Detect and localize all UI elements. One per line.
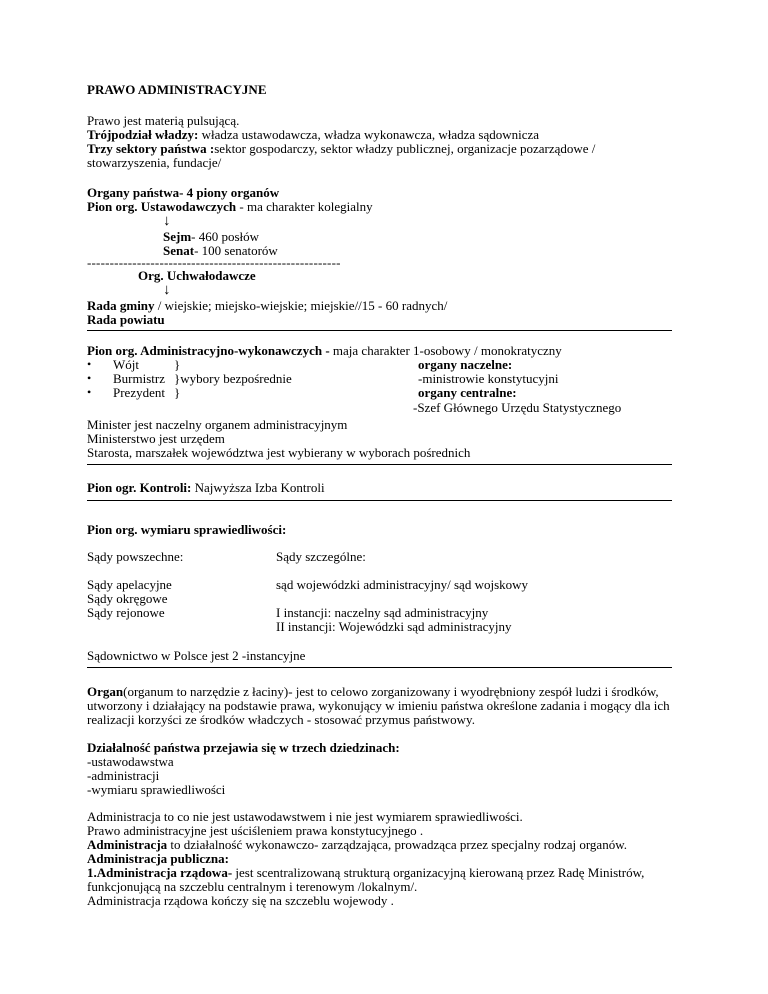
document-title: PRAWO ADMINISTRACYJNE	[87, 82, 267, 97]
rada-gminy-line	[87, 298, 447, 313]
administracja-rzadowa-line-2: funkcjonującą na szczeblu centralnym i terenowym /lokalnym/.	[87, 879, 418, 894]
sejm-line	[163, 229, 259, 244]
organ-definition-line-1	[87, 684, 659, 699]
pion-ustawodawczych-line	[87, 199, 373, 214]
sad-apelacyjny: Sądy apelacyjne	[87, 577, 172, 592]
rada-powiatu: Rada powiatu	[87, 312, 165, 327]
sektory-text: sektor gospodarczy, sektor władzy publicznej, organizacje pozarządowe /	[214, 141, 596, 156]
arrow-down-icon: ↓	[163, 213, 171, 229]
administracja-text: to działalność wykonawczo- zarządzająca, prowadząca przez specjalny rodzaj organów.	[167, 837, 627, 852]
kontroli-line	[87, 480, 325, 495]
sprawiedliwosci-heading: Pion org. wymiaru sprawiedliwości:	[87, 522, 287, 537]
dashed-separator: --------------------------------------------------------	[87, 255, 341, 270]
horizontal-rule	[87, 500, 672, 501]
kontroli-label: Pion ogr. Kontroli:	[87, 480, 192, 495]
organy-centralne-text: -Szef Głównego Urzędu Statystycznego	[413, 400, 622, 415]
rada-gminy-label: Rada gminy	[87, 298, 155, 313]
list-item-burmistrz-suffix: }wybory bezpośrednie	[174, 371, 292, 386]
administracja-rzadowa-label: 1.Administracja rządowa-	[87, 865, 233, 880]
wykonawcze-heading-text: maja charakter 1-osobowy / monokratyczny	[329, 343, 562, 358]
sektory-line	[87, 141, 595, 156]
horizontal-rule	[87, 330, 672, 331]
intro-line: Prawo jest materią pulsującą.	[87, 113, 240, 128]
sejm-text: - 460 posłów	[191, 229, 260, 244]
instancja-2-line: II instancji: Wojewódzki sąd administracyjny	[276, 619, 512, 634]
organ-definition-line-3: realizacji korzyści ze środków władczych - stosować przymus państwowy.	[87, 712, 475, 727]
wykonawcze-heading-label: Pion org. Administracyjno-wykonawczych -	[87, 343, 330, 358]
dzialalnosc-item: -administracji	[87, 768, 160, 783]
instancja-1-line: I instancji: naczelny sąd administracyjny	[276, 605, 489, 620]
horizontal-rule	[87, 667, 672, 668]
senat-text: - 100 senatorów	[194, 243, 278, 258]
sady-szczegolne-header: Sądy szczególne:	[276, 549, 366, 564]
kontroli-text: Najwyższa Izba Kontroli	[191, 480, 325, 495]
instancyjne-line: Sądownictwo w Polsce jest 2 -instancyjne	[87, 648, 306, 663]
organy-naczelne-label: organy naczelne:	[418, 357, 513, 372]
sektory-label: Trzy sektory państwa :	[87, 141, 215, 156]
trojpodzial-text: władza ustawodawcza, władza wykonawcza, władza sądownicza	[198, 127, 540, 142]
administracja-line-3	[87, 837, 627, 852]
administracja-rzadowa-line-1	[87, 865, 644, 880]
sejm-label: Sejm	[163, 229, 192, 244]
minister-line: Minister jest naczelny organem administracyjnym	[87, 417, 348, 432]
sad-rejonowy: Sądy rejonowe	[87, 605, 165, 620]
rada-gminy-text: / wiejskie; miejsko-wiejskie; miejskie//15 - 60 radnych/	[154, 298, 448, 313]
administracja-label: Administracja	[87, 837, 168, 852]
uchwalodawcze-heading: Org. Uchwałodawcze	[138, 268, 256, 283]
sektory-line-2: stowarzyszenia, fundacje/	[87, 155, 222, 170]
list-item-prezydent-suffix: }	[174, 385, 181, 400]
arrow-down-icon: ↓	[163, 282, 171, 298]
organ-label: Organ	[87, 684, 124, 699]
organy-naczelne-text: -ministrowie konstytucyjni	[418, 371, 559, 386]
wykonawcze-heading-line	[87, 343, 562, 358]
bullet-icon: •	[87, 357, 92, 371]
starosta-line: Starosta, marszałek województwa jest wybierany w wyborach pośrednich	[87, 445, 471, 460]
sad-wojewodzki-line: sąd wojewódzki administracyjny/ sąd wojskowy	[276, 577, 529, 592]
organ-definition-line-2: utworzony i działający na podstawie prawa, wykonujący w imieniu państwa określone zadania i mogący dla ich	[87, 698, 670, 713]
administracja-publiczna-heading: Administracja publiczna:	[87, 851, 229, 866]
administracja-rzadowa-text: jest scentralizowaną strukturą organizacyjną kierowaną przez Radę Ministrów,	[232, 865, 645, 880]
senat-label: Senat	[163, 243, 195, 258]
administracja-line-2: Prawo administracyjne jest uściśleniem prawa konstytucyjnego .	[87, 823, 424, 838]
sady-powszechne-header: Sądy powszechne:	[87, 549, 184, 564]
dzialalnosc-heading: Działalność państwa przejawia się w trzech dziedzinach:	[87, 740, 400, 755]
list-item-wojt-suffix: }	[174, 357, 181, 372]
organ-definition-text: (organum to narzędzie z łaciny)- jest to celowo zorganizowany i wyodrębniony zespół ludzi i środków,	[123, 684, 659, 699]
pion-ustawodawczych-label: Pion org. Ustawodawczych	[87, 199, 237, 214]
administracja-line-1: Administracja to co nie jest ustawodawstwem i nie jest wymiarem sprawiedliwości.	[87, 809, 523, 824]
pion-ustawodawczych-text: - ma charakter kolegialny	[236, 199, 373, 214]
ministerstwo-line: Ministerstwo jest urzędem	[87, 431, 225, 446]
list-item-wojt: Wójt	[113, 357, 139, 372]
organy-heading: Organy państwa- 4 piony organów	[87, 185, 280, 200]
bullet-icon: •	[87, 385, 92, 399]
organy-centralne-label: organy centralne:	[418, 385, 517, 400]
trojpodzial-label: Trójpodział władzy:	[87, 127, 199, 142]
bullet-icon: •	[87, 371, 92, 385]
administracja-rzadowa-line-3: Administracja rządowa kończy się na szczeblu wojewody .	[87, 893, 394, 908]
list-item-burmistrz: Burmistrz	[113, 371, 165, 386]
list-item-prezydent: Prezydent	[113, 385, 165, 400]
dzialalnosc-item: -wymiaru sprawiedliwości	[87, 782, 226, 797]
trojpodzial-line	[87, 127, 539, 142]
horizontal-rule	[87, 464, 672, 465]
dzialalnosc-item: -ustawodawstwa	[87, 754, 174, 769]
sad-okregowy: Sądy okręgowe	[87, 591, 168, 606]
